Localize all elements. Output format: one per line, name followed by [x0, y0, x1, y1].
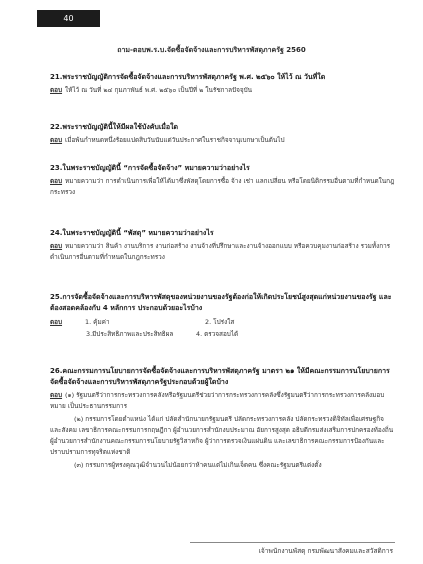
- answer: [50, 241, 395, 263]
- answer-text: เมื่อพ้นกำหนดหนึ่งร้อยแปดสิบวันนับแต่วันประกาศในราชกิจจานุเบกษาเป็นต้นไป: [65, 136, 285, 144]
- option: 2. โปร่งใส: [205, 318, 235, 326]
- answer-label: ตอบ: [50, 86, 63, 94]
- answer-text: หมายความว่า สินค้า งานบริการ งานก่อสร้าง งานจ้างที่ปรึกษาและงานจ้างออกแบบ หรือควบคุมงานก่อสร้าง รวมทั้งการดำเนินการอื่นตามที่กำหนดในกฎกระทรวง: [50, 242, 391, 261]
- answer-text: หมายความว่า การดำเนินการเพื่อให้ได้มาซึ่งพัสดุโดยการซื้อ จ้าง เช่า แลกเปลี่ยน หรือโดยนิติกรรมอื่นตามที่กำหนดในกฎกระทรวง: [50, 177, 395, 196]
- question: 26.คณะกรรมการนโยบายการจัดซื้อจัดจ้างและการบริหารพัสดุภาครัฐ มาตรา ๒๑ ให้มีคณะกรรมการนโยบายการจัดซื้อจัดจ้างและการบริหารพัสดุภาครัฐประกอบด้วยผู้ใดบ้าง: [50, 367, 390, 386]
- qa-item-24: [50, 228, 395, 263]
- question: 23.ในพระราชบัญญัตินี้ “การจัดซื้อจัดจ้าง” หมายความว่าอย่างไร: [50, 164, 250, 172]
- option: 3.มีประสิทธิภาพและประสิทธิผล: [86, 330, 174, 338]
- question: 22.พระราชบัญญัตินี้ให้มีผลใช้บังคับเมื่อใด: [50, 123, 179, 131]
- question: 25.การจัดซื้อจัดจ้างและการบริหารพัสดุของหน่วยงานของรัฐต้องก่อให้เกิดประโยชน์สูงสุดแก่หน่วยงานของรัฐ และต้องสอดคล้องกับ 4 หลักการ ประกอบด้วยอะไรบ้าง: [50, 293, 392, 312]
- qa-item-22: [50, 122, 395, 146]
- answer-label: ตอบ: [50, 318, 63, 326]
- footer-text: เจ้าพนักงานพัสดุ กรมพัฒนาสังคมและสวัสดิการ: [258, 547, 393, 555]
- answer-text: (๑) รัฐมนตรีว่าการกระทรวงการคลังหรือรัฐมนตรีช่วยว่าการกระทรวงการคลังซึ่งรัฐมนตรีว่าการกระทรวงการคลังมอบหมาย เป็นประธานกรรมการ: [50, 391, 385, 410]
- answer-paragraph: (๒) กรรมการโดยตำแหน่ง ได้แก่ ปลัดสำนักนายกรัฐมนตรี ปลัดกระทรวงการคลัง ปลัดกระทรวงดิจิทัลเพื่อเศรษฐกิจและสังคม เลขาธิการคณะกรรมการกฤษฎีกา ผู้อำนวยการสำนักงบประมาณ อัยการสูงสุด อธิบดีกรมส่งเสริมการปกครองท้องถิ่น ผู้อำนวยการสำนักงานคณะกรรมการนโยบายรัฐวิสาหกิจ ผู้ว่าการตรวจเงินแผ่นดิน และเลขาธิการคณะกรรมการป้องกันและปราบปรามการทุจริตแห่งชาติ: [50, 415, 394, 456]
- qa-item-26: [50, 366, 395, 471]
- answer-paragraph: (๓) กรรมการผู้ทรงคุณวุฒิจำนวนไม่น้อยกว่าห้าคนแต่ไม่เกินเจ็ดคน ซึ่งคณะรัฐมนตรีแต่งตั้ง: [74, 461, 322, 469]
- answer: [50, 85, 395, 96]
- question: 21.พระราชบัญญัติการจัดซื้อจัดจ้างและการบริหารพัสดุภาครัฐ พ.ศ. ๒๕๖๐ ให้ไว้ ณ วันที่ใด: [50, 73, 326, 81]
- answer: [50, 390, 395, 412]
- answer-text: ให้ไว้ ณ วันที่ ๒๔ กุมภาพันธ์ พ.ศ. ๒๕๖๐ เป็นปีที่ ๒ ในรัชกาลปัจจุบัน: [65, 86, 253, 94]
- question: 24.ในพระราชบัญญัตินี้ “พัสดุ” หมายความว่าอย่างไร: [50, 229, 214, 237]
- answer-label: ตอบ: [50, 177, 63, 185]
- answer-label: ตอบ: [50, 136, 63, 144]
- qa-item-25: [50, 292, 395, 340]
- answer: [50, 135, 395, 146]
- page-title: ถาม-ตอบพ.ร.บ.จัดซื้อจัดจ้างและการบริหารพัสดุภาครัฐ 2560: [117, 46, 306, 54]
- footer-divider: [190, 542, 395, 543]
- qa-item-23: [50, 163, 395, 198]
- answer-options: [50, 316, 395, 340]
- answer: [50, 176, 395, 198]
- option: 4. ตรวจสอบได้: [196, 330, 239, 338]
- answer-label: ตอบ: [50, 242, 63, 250]
- qa-item-21: [50, 72, 395, 96]
- option: 1. คุ้มค่า: [85, 318, 110, 326]
- answer-label: ตอบ: [50, 391, 63, 399]
- page-number: 40: [37, 10, 100, 27]
